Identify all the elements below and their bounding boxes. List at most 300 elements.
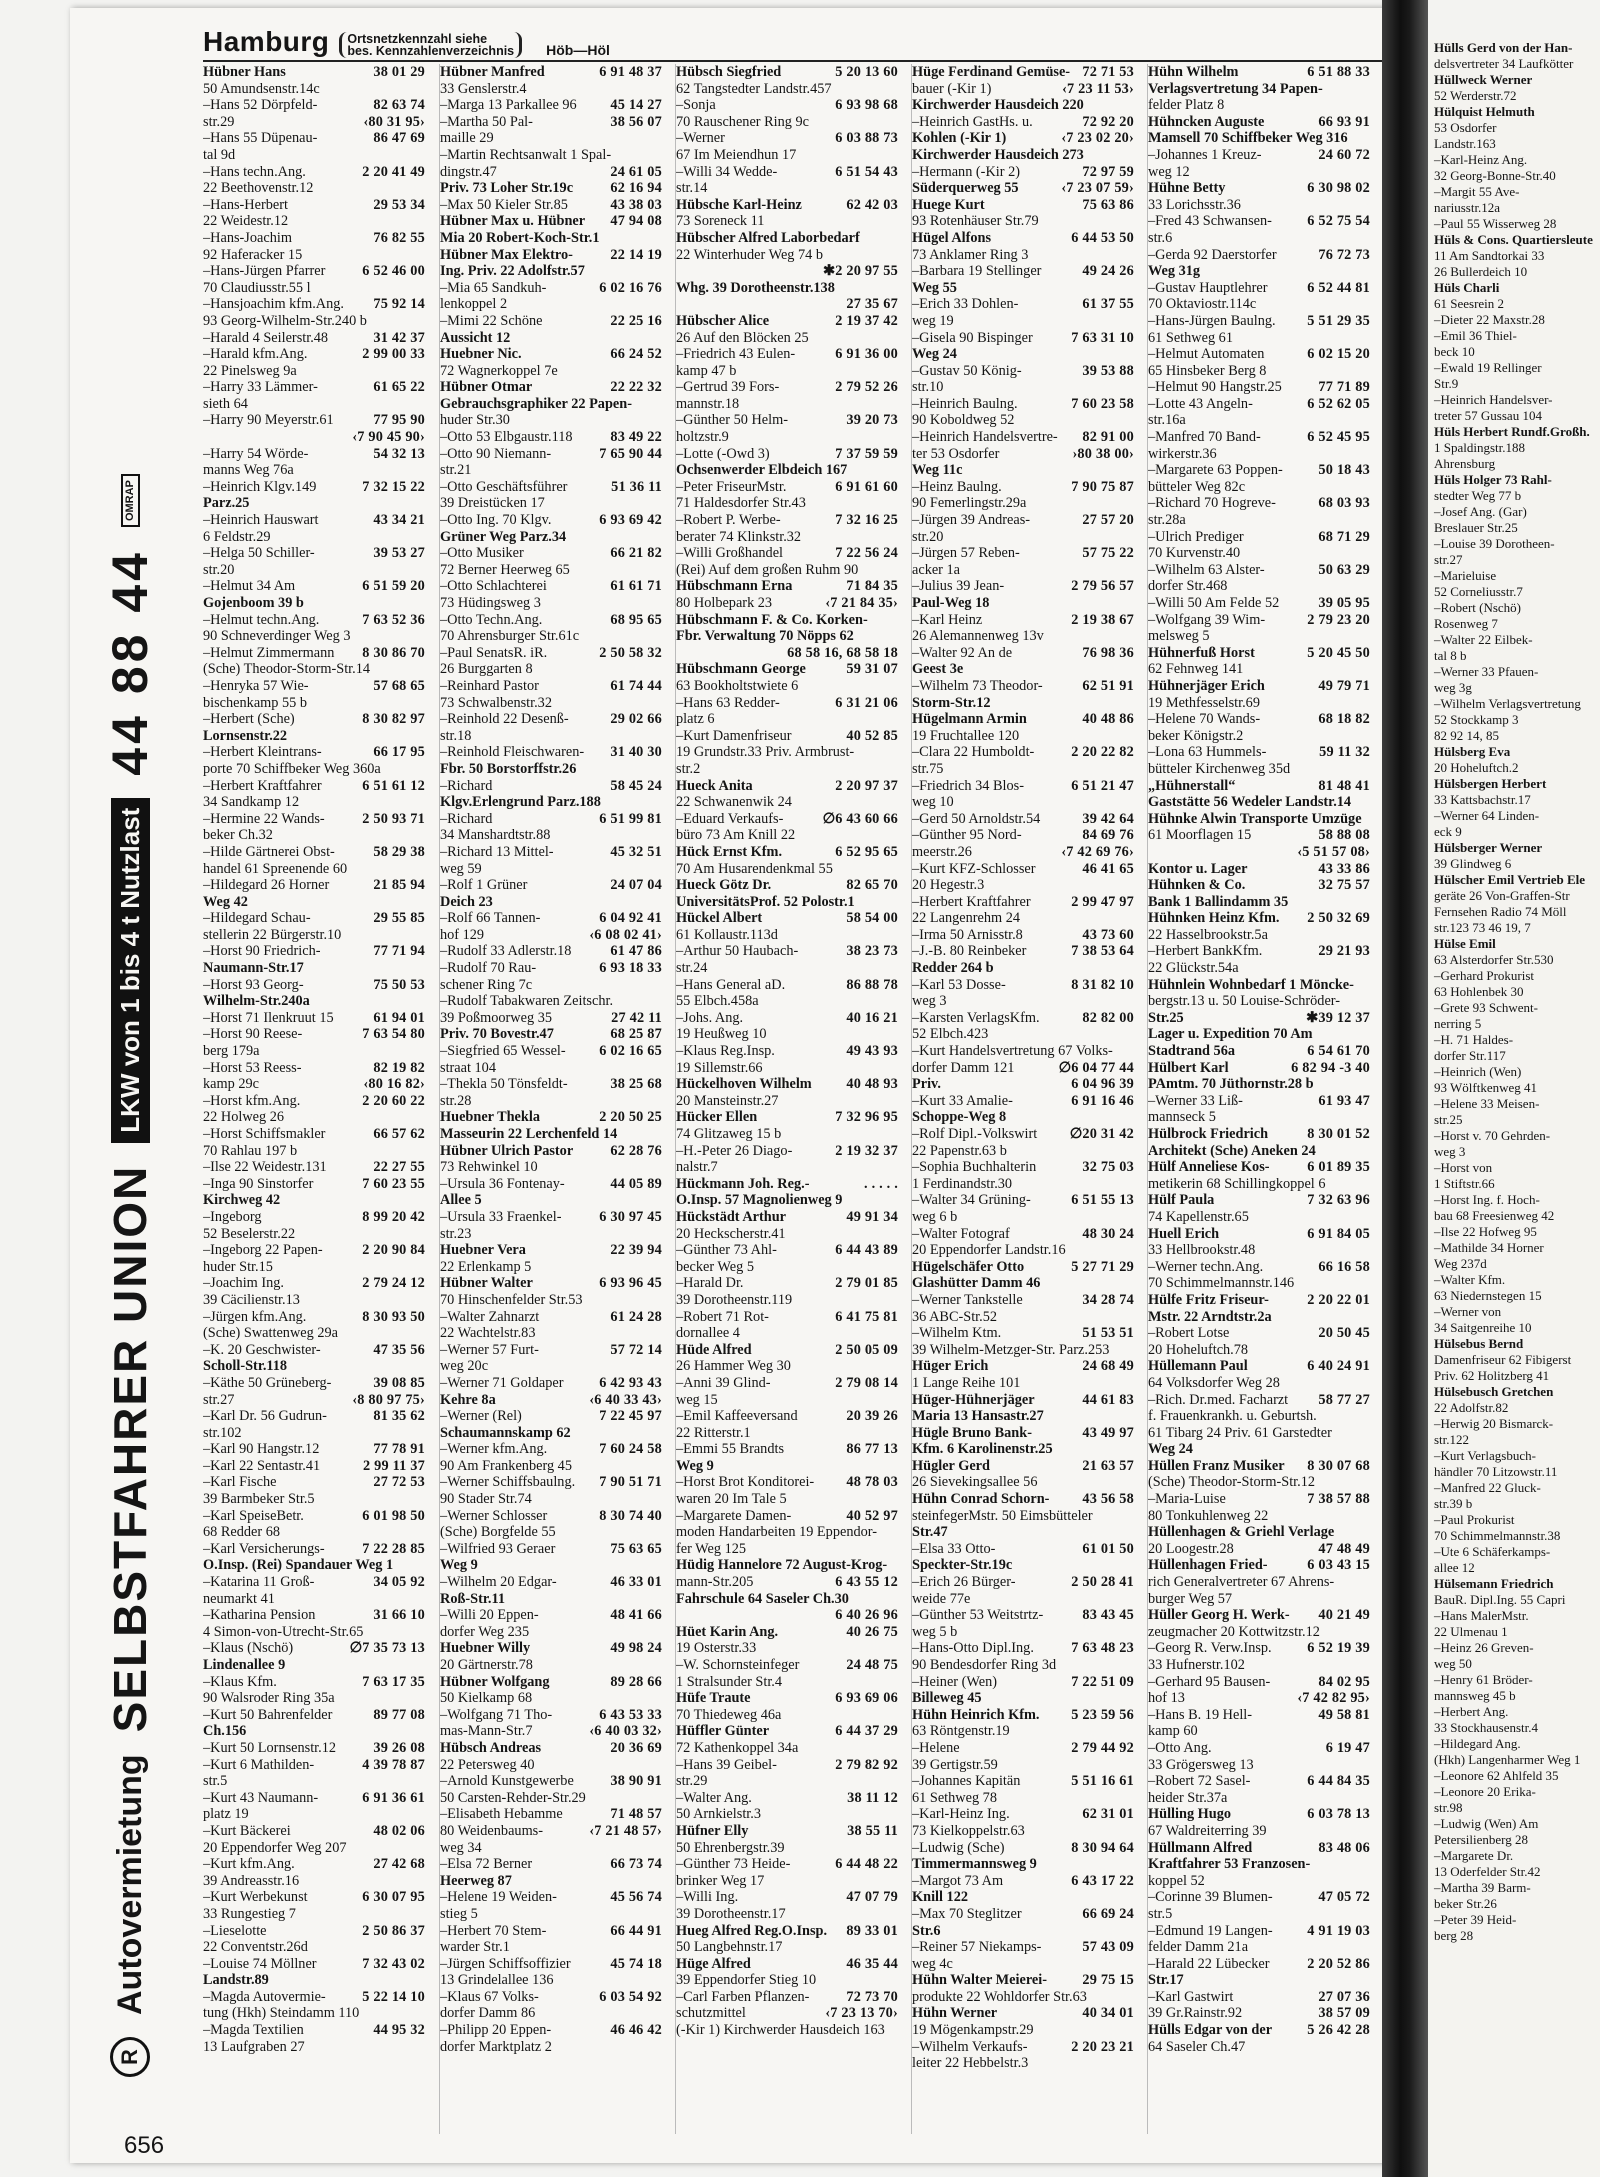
entry-name: Hübschmann F. & Co. Korken-	[676, 611, 868, 628]
entry-name: 19 Heußweg 10	[676, 1026, 767, 1043]
entry-name: –Hans-Jürgen Pfarrer	[203, 263, 326, 280]
entry-name: 39 Dreistücken 17	[440, 495, 545, 512]
entry-phone: 2 79 82 92	[835, 1756, 898, 1773]
next-page-entry: Priv. 62 Holitzberg 41	[1434, 1368, 1550, 1383]
entry-phone: 57 75 22	[1082, 545, 1134, 562]
listing-entry	[1148, 612, 1370, 629]
next-page-entry: Hülscher Emil Vertrieb Ele	[1434, 872, 1586, 887]
listing-entry	[203, 1192, 425, 1209]
entry-name: –Horst Schiffsmakler	[203, 1126, 326, 1142]
entry-name: –Werner 71 Goldaper	[440, 1374, 564, 1391]
entry-name: Hülling Hugo	[1148, 1806, 1232, 1823]
entry-phone: 46 35 44	[846, 1955, 898, 1972]
entry-name: metikerin 68 Schillingkoppel 6	[1148, 1175, 1326, 1192]
entry-phone: 68 25 87	[610, 1026, 662, 1043]
entry-name: –K. 20 Geschwister-	[203, 1341, 321, 1358]
entry-name: –Lotte (-Owd 3)	[676, 445, 770, 462]
listing-entry	[1148, 1906, 1370, 1923]
entry-name: –Werner Schiffsbaulng.	[440, 1474, 576, 1491]
entry-name: Hübscher Alice	[676, 312, 770, 329]
entry-name: 71 Haldesdorfer Str.43	[676, 495, 806, 512]
listing-entry	[440, 1607, 662, 1624]
entry-phone: 45 56 74	[610, 1889, 662, 1906]
entry-name: (Sche) Theodor-Storm-Str.12	[1148, 1474, 1316, 1491]
listing-entry	[440, 1143, 662, 1160]
entry-name: –Paul SenatsR. iR.	[440, 644, 548, 661]
entry-name: –Horst 90 Reese-	[203, 1026, 303, 1043]
entry-name: 1 Lange Reihe 101	[912, 1374, 1021, 1391]
entry-name: –Karl Versicherungs-	[203, 1540, 325, 1557]
entry-phone: ∅6 43 60 66	[822, 810, 898, 827]
entry-name: –Günther 73 Heide-	[676, 1856, 791, 1873]
listing-entry	[676, 1707, 898, 1724]
entry-name: zeugmacher 20 Kottwitzstr.12	[1148, 1623, 1320, 1640]
listing-entry	[203, 2039, 425, 2056]
next-page-entry: –Gerhard Prokurist	[1434, 968, 1535, 983]
entry-name: –J.-B. 80 Reinbeker	[912, 943, 1027, 960]
next-page-entry: 52 Werderstr.72	[1434, 88, 1517, 103]
entry-phone: 40 21 49	[1318, 1607, 1370, 1624]
listing-entry	[676, 960, 898, 977]
entry-name: –Elisabeth Hebamme	[440, 1806, 563, 1823]
entry-name: 52 Beselerstr.22	[203, 1225, 296, 1242]
listing-entry	[1148, 1375, 1370, 1392]
entry-name: 67 Im Meiendhun 17	[676, 146, 797, 163]
listing-entry	[912, 1723, 1134, 1740]
entry-name: kamp 47 b	[676, 362, 737, 379]
listing-entry	[440, 379, 662, 396]
entry-phone: 7 63 31 10	[1071, 329, 1134, 346]
entry-phone: 61 93 47	[1318, 1092, 1370, 1109]
entry-name: brinker Weg 17	[676, 1872, 765, 1889]
listing-entry	[676, 1408, 898, 1425]
listing-entry	[912, 2005, 1134, 2022]
entry-phone: 6 91 48 37	[599, 64, 662, 80]
listing-entry	[676, 1790, 898, 1807]
page-gutter	[1382, 0, 1428, 2177]
entry-phone: 43 73 60	[1082, 926, 1134, 943]
entry-name	[676, 645, 784, 662]
entry-name: waren 20 Im Tale 5	[676, 1491, 787, 1508]
listing-entry	[676, 1209, 898, 1226]
listing-entry	[676, 1093, 898, 1110]
listing-entry	[1148, 280, 1370, 297]
entry-phone: 66 69 24	[1082, 1905, 1134, 1922]
listing-entry	[203, 197, 425, 214]
listing-entry	[440, 81, 662, 98]
listing-entry	[440, 1026, 662, 1043]
listing-entry	[203, 1408, 425, 1425]
entry-name: –Gustav Hauptlehrer	[1148, 279, 1268, 296]
listing-entry	[912, 1026, 1134, 1043]
listing-entry	[1148, 695, 1370, 712]
entry-name: –Werner techn.Ang.	[1148, 1258, 1264, 1275]
entry-phone: 31 40 30	[610, 744, 662, 761]
listing-entry	[1148, 396, 1370, 413]
entry-name: str.16a	[1148, 412, 1186, 429]
next-page-entry: –Dieter 22 Maxstr.28	[1434, 312, 1545, 327]
entry-name: –Heinrich GastHs. u.	[912, 113, 1033, 130]
entry-phone: 38 57 09	[1318, 2005, 1370, 2022]
entry-name: –Hans 52 Dörpfeld-	[203, 97, 318, 114]
listing-entry	[912, 545, 1134, 562]
next-page-entry: 33 Kattsbachstr.17	[1434, 792, 1531, 807]
entry-name: Billeweg 45	[912, 1690, 982, 1707]
entry-phone: 71 48 57	[610, 1806, 662, 1823]
entry-phone: 8 30 07 68	[1307, 1457, 1370, 1474]
next-page-entry: BauR. Dipl.Ing. 55 Capri	[1434, 1592, 1566, 1607]
entry-phone: 6 52 75 54	[1307, 213, 1370, 230]
listing-entry	[1148, 1259, 1370, 1276]
entry-phone: 6 03 88 73	[835, 130, 898, 147]
entry-name: 55 Elbch.458a	[676, 993, 759, 1010]
listing-entry	[1148, 1441, 1370, 1458]
listing-entry	[440, 877, 662, 894]
entry-name: 1 Stralsunder Str.4	[676, 1673, 783, 1690]
listing-entry	[912, 1591, 1134, 1608]
entry-name: (Sche) Borgfelde 55	[440, 1524, 556, 1541]
listing-entry	[203, 695, 425, 712]
entry-phone: 6 43 53 33	[599, 1706, 662, 1723]
entry-name: –Irma 50 Arnisstr.8	[912, 926, 1023, 943]
listing-entry	[676, 1740, 898, 1757]
entry-phone: 61 47 86	[610, 943, 662, 960]
listing-entry	[912, 495, 1134, 512]
entry-phone: 7 22 45 97	[599, 1408, 662, 1425]
entry-phone: 8 30 74 40	[599, 1507, 662, 1524]
listing-entry	[676, 1458, 898, 1475]
listing-entry	[203, 1259, 425, 1276]
entry-name: 80 Tonkuhlenweg 22	[1148, 1507, 1269, 1524]
next-page-entry: 33 Stockhausenstr.4	[1434, 1720, 1538, 1735]
entry-phone: 58 77 27	[1318, 1391, 1370, 1408]
entry-name: –Jürgen 57 Reben-	[912, 545, 1020, 562]
listing-entry	[912, 130, 1134, 147]
listing-entry	[1148, 180, 1370, 197]
listing-entry	[1148, 1757, 1370, 1774]
listing-entry	[203, 1325, 425, 1342]
next-page-entry: –Louise 39 Dorotheen-	[1434, 536, 1555, 551]
listing-entry	[1148, 1159, 1370, 1176]
entry-name: –Werner 33 Liß-	[1148, 1092, 1243, 1109]
entry-phone: 2 20 90 84	[362, 1242, 425, 1259]
entry-name: Str.25	[1148, 1009, 1184, 1026]
entry-name: Hühncken Auguste	[1148, 113, 1265, 130]
listing-column-3	[675, 64, 898, 2134]
entry-name: 39 Eppendorfer Stieg 10	[676, 1972, 817, 1989]
listing-entry	[1148, 1275, 1370, 1292]
entry-name: –Günther 95 Nord-	[912, 827, 1022, 844]
listing-entry	[440, 861, 662, 878]
listing-entry	[1148, 1840, 1370, 1857]
entry-phone: 5 20 13 60	[835, 64, 898, 80]
entry-name: –Richard 70 Hogreve-	[1148, 495, 1276, 512]
listing-entry	[203, 446, 425, 463]
header-rule	[203, 60, 1383, 62]
entry-phone: ∅20 31 42	[1069, 1126, 1134, 1142]
entry-name: –Margot 73 Am	[912, 1872, 1004, 1889]
entry-phone: 27 42 68	[373, 1856, 425, 1873]
listing-entry	[203, 1159, 425, 1176]
entry-name: –Karl 22 Sentastr.41	[203, 1457, 321, 1474]
next-page-entry: –Ute 6 Schäferkamps-	[1434, 1544, 1551, 1559]
entry-name: –Magda Autovermie-	[203, 1988, 326, 2005]
listing-entry	[676, 1856, 898, 1873]
entry-name: Fbr. Verwaltung 70 Nöpps 62	[676, 628, 854, 645]
entry-phone: ‹80 31 95›	[363, 113, 425, 130]
entry-name: 20 Hoheluftch.78	[1148, 1341, 1249, 1358]
entry-phone: . . . . .	[864, 1175, 898, 1192]
entry-phone: 24 61 05	[610, 163, 662, 180]
entry-name: –Mia 65 Sandkuh-	[440, 279, 547, 296]
entry-phone: 7 90 75 87	[1071, 478, 1134, 495]
listing-entry	[912, 1043, 1134, 1060]
entry-phone: 29 75 15	[1082, 1972, 1134, 1989]
listing-entry	[912, 910, 1134, 927]
entry-name: –Maria-Luise	[1148, 1491, 1226, 1508]
next-page-entry: Hülsbergen Herbert	[1434, 776, 1547, 791]
next-page-entry: Hüls Charli	[1434, 280, 1500, 295]
entry-phone: 2 79 56 57	[1071, 578, 1134, 595]
entry-name: –Ursula 33 Fraenkel-	[440, 1208, 562, 1225]
listing-entry	[203, 263, 425, 280]
listing-entry	[203, 164, 425, 181]
listing-entry	[1148, 2022, 1370, 2039]
next-page-entry: Hülsebus Bernd	[1434, 1336, 1524, 1351]
listing-entry	[203, 1989, 425, 2006]
entry-phone: ✱2 20 97 55	[823, 263, 898, 280]
entry-phone: 38 23 73	[846, 943, 898, 960]
listing-entry	[676, 1010, 898, 1027]
entry-name: –Ilse 22 Weidestr.131	[203, 1159, 327, 1176]
listing-entry	[203, 1060, 425, 1077]
entry-name: 34 Manshardtstr.88	[440, 827, 551, 844]
listing-entry	[676, 396, 898, 413]
listing-entry	[440, 844, 662, 861]
entry-name: 90 Bendesdorfer Ring 3d	[912, 1657, 1057, 1673]
ad-text-rental: Autovermietung	[110, 1754, 149, 2015]
entry-name: Str.17	[1148, 1972, 1184, 1989]
entry-name: –Jürgen 39 Andreas-	[912, 512, 1031, 529]
listing-entry	[1148, 81, 1370, 98]
entry-name: Hügler Gerd	[912, 1457, 990, 1474]
entry-name: Hüllenhagen Fried-	[1148, 1557, 1268, 1574]
listing-entry	[676, 1823, 898, 1840]
entry-name: –Rudolf 33 Adlerstr.18	[440, 943, 572, 960]
next-page-entry: –Horst Ing. f. Hoch-	[1434, 1192, 1540, 1207]
entry-name: 70 Oktaviostr.114c	[1148, 296, 1257, 313]
entry-name: –Hans-Joachim	[203, 229, 292, 246]
listing-entry	[1148, 661, 1370, 678]
next-page-entry: geräte 26 Von-Graffen-Str	[1434, 888, 1570, 903]
entry-name: –Siegfried 65 Wessel-	[440, 1043, 566, 1060]
entry-name: –Robert Lotse	[1148, 1325, 1230, 1342]
listing-entry	[1148, 811, 1370, 828]
next-page-entry: 11 Am Sandtorkai 33	[1434, 248, 1545, 263]
listing-entry	[912, 1790, 1134, 1807]
listing-entry	[203, 1143, 425, 1160]
entry-name: 73 Kielkoppelstr.63	[912, 1822, 1025, 1839]
entry-phone: 58 88 08	[1318, 827, 1370, 844]
entry-name: –Wilhelm 20 Edgar-	[440, 1574, 557, 1591]
next-page-entry: beck 10	[1434, 344, 1475, 359]
listing-entry	[440, 1209, 662, 1226]
entry-name: berg 179a	[203, 1043, 260, 1060]
entry-name: –Louise 74 Möllner	[203, 1955, 317, 1972]
listing-entry	[676, 1192, 898, 1209]
entry-phone: 2 20 22 82	[1071, 744, 1134, 761]
listing-entry	[912, 1557, 1134, 1574]
listing-entry	[203, 1176, 425, 1193]
entry-name: –Helmut techn.Ang.	[203, 611, 320, 628]
entry-name: Hüge Ferdinand Gemüse-	[912, 64, 1071, 80]
entry-phone: 47 48 49	[1318, 1540, 1370, 1557]
entry-phone: 62 42 03	[846, 196, 898, 213]
entry-name: Hülbert Karl	[1148, 1059, 1229, 1076]
entry-name: Masseurin 22 Lerchenfeld 14	[440, 1126, 618, 1142]
entry-name: Kontor u. Lager	[1148, 860, 1248, 877]
entry-name: Gaststätte 56 Wedeler Landstr.14	[1148, 794, 1352, 811]
listing-entry	[1148, 827, 1370, 844]
entry-name: –Heinrich Handelsvertre-	[912, 429, 1058, 446]
listing-entry	[440, 1309, 662, 1326]
entry-name: Weg 24	[912, 346, 957, 363]
entry-name: becker Weg 5	[676, 1258, 754, 1275]
listing-entry	[1148, 1342, 1370, 1359]
entry-phone: 24 07 04	[610, 877, 662, 894]
entry-name: –Marga 13 Parkallee 96	[440, 97, 577, 114]
listing-entry	[912, 446, 1134, 463]
listing-entry	[912, 645, 1134, 662]
entry-phone: 6 93 69 42	[599, 512, 662, 529]
entry-phone: 6 43 55 12	[835, 1574, 898, 1591]
listing-entry	[676, 114, 898, 131]
listing-entry	[912, 330, 1134, 347]
entry-name: neumarkt 41	[203, 1590, 275, 1607]
entry-phone: 6 03 43 15	[1307, 1557, 1370, 1574]
listing-entry	[203, 1757, 425, 1774]
entry-name: 22 Petersweg 40	[440, 1756, 535, 1773]
entry-name: ter 53 Osdorfer	[912, 445, 1000, 462]
listing-entry	[912, 1856, 1134, 1873]
entry-name: Verlagsvertretung 34 Papen-	[1148, 80, 1323, 97]
listing-entry	[912, 81, 1134, 98]
listing-entry	[1148, 1143, 1370, 1160]
listing-entry	[676, 1889, 898, 1906]
entry-name: Weg 55	[912, 279, 957, 296]
listing-entry	[440, 1458, 662, 1475]
entry-name: Hückstädt Arthur	[676, 1208, 787, 1225]
entry-name: 93 Rotenhäuser Str.79	[912, 213, 1039, 230]
entry-phone: 6 02 15 20	[1307, 346, 1370, 363]
entry-name: str.28	[440, 1092, 472, 1109]
entry-name: Hüllenhagen & Griehl Verlage	[1148, 1524, 1335, 1541]
entry-name: 22 Ritterstr.1	[676, 1424, 751, 1441]
listing-entry	[440, 794, 662, 811]
entry-name: Lindenallee 9	[203, 1657, 286, 1673]
entry-phone: 7 22 28 85	[362, 1540, 425, 1557]
listing-entry	[203, 943, 425, 960]
entry-phone: 5 27 71 29	[1071, 1258, 1134, 1275]
listing-entry	[676, 877, 898, 894]
entry-name: Hübner Wolfgang	[440, 1673, 550, 1690]
entry-phone: 27 07 36	[1318, 1988, 1370, 2005]
listing-entry	[203, 894, 425, 911]
listing-entry	[1148, 1060, 1370, 1077]
entry-phone: 58 54 00	[846, 910, 898, 927]
entry-name: Roß-Str.11	[440, 1590, 506, 1607]
listing-entry	[676, 130, 898, 147]
entry-phone: 2 99 47 97	[1071, 893, 1134, 910]
listing-entry	[203, 1707, 425, 1724]
listing-entry	[912, 1109, 1134, 1126]
entry-name: huder Str.15	[203, 1258, 273, 1275]
listing-entry	[203, 595, 425, 612]
listing-entry	[676, 429, 898, 446]
entry-name: –Karl Fische	[203, 1474, 277, 1491]
listing-entry	[676, 844, 898, 861]
listing-entry	[440, 1076, 662, 1093]
listing-entry	[440, 578, 662, 595]
listing-entry	[676, 1773, 898, 1790]
entry-name: bergstr.13 u. 50 Louise-Schröder-	[1148, 993, 1341, 1010]
entry-name: –Otto Ang.	[1148, 1739, 1212, 1756]
listing-entry	[676, 412, 898, 429]
ad-text-union: SELBSTFAHRER UNION	[104, 1164, 156, 1733]
listing-entry	[676, 1939, 898, 1956]
entry-phone: 21 85 94	[373, 877, 425, 894]
entry-name: platz 6	[676, 711, 715, 728]
listing-entry	[440, 1790, 662, 1807]
listing-entry	[912, 678, 1134, 695]
entry-phone: 83 48 06	[1318, 1839, 1370, 1856]
next-page-entry: –Wilhelm Verlagsvertretung	[1434, 696, 1581, 711]
listing-entry	[912, 1342, 1134, 1359]
entry-name: –Thekla 50 Tönsfeldt-	[440, 1076, 568, 1093]
entry-name: Priv. 73 Loher Str.19c	[440, 180, 574, 197]
entry-phone: 6 51 88 33	[1307, 64, 1370, 80]
entry-phone: 6 54 61 70	[1307, 1043, 1370, 1060]
entry-name: 33 Genslerstr.4	[440, 80, 527, 97]
next-page-entry: Weg 237d	[1434, 1256, 1487, 1271]
next-page-entry: Hüls Herbert Rundf.Großh.	[1434, 424, 1590, 439]
entry-phone: 39 53 88	[1082, 362, 1134, 379]
listing-entry	[203, 1375, 425, 1392]
listing-entry	[440, 943, 662, 960]
listing-entry	[203, 1491, 425, 1508]
entry-phone: 2 50 58 32	[599, 644, 662, 661]
entry-phone: 40 52 85	[846, 727, 898, 744]
entry-phone: 89 77 08	[373, 1706, 425, 1723]
entry-phone: ‹7 42 69 76›	[1061, 843, 1134, 860]
listing-entry	[912, 1923, 1134, 1940]
entry-phone: 5 22 14 10	[362, 1988, 425, 2005]
listing-entry	[1148, 1972, 1370, 1989]
entry-name: weg 12	[1148, 163, 1190, 180]
entry-name: –Wolfgang 39 Wim-	[1148, 611, 1266, 628]
listing-entry	[912, 1823, 1134, 1840]
entry-name: 50 Ehrenbergstr.39	[676, 1839, 785, 1856]
entry-name: weg 4c	[912, 1955, 953, 1972]
entry-phone: 29 21 93	[1318, 943, 1370, 960]
entry-phone: 6 30 97 45	[599, 1208, 662, 1225]
entry-name: schutzmittel	[676, 2005, 746, 2022]
entry-name: 73 Soreneck 11	[676, 213, 765, 230]
sidebar-advertisement	[70, 72, 190, 2107]
entry-phone: 6 52 62 05	[1307, 395, 1370, 412]
listing-entry	[676, 1474, 898, 1491]
listing-entry	[440, 2022, 662, 2039]
